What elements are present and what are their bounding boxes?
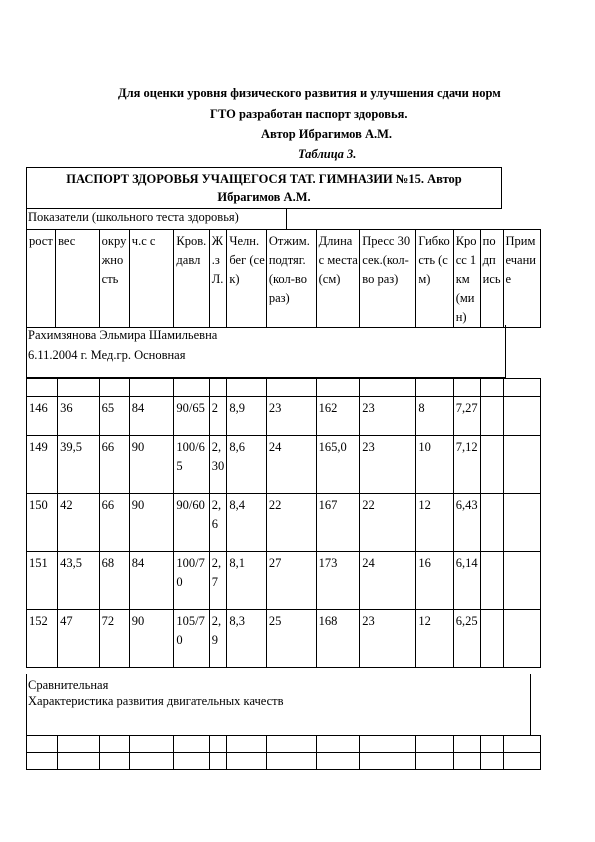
table-cell: 23 [360, 397, 416, 436]
passport-title-line-1: ПАСПОРТ ЗДОРОВЬЯ УЧАЩЕГОСЯ ТАТ. ГИМНАЗИИ №15. Автор [66, 172, 462, 186]
column-header: рост [27, 230, 56, 328]
table-cell [266, 736, 316, 753]
table-cell [480, 610, 503, 668]
student-info: 6.11.2004 г. Мед.гр. Основная [28, 348, 186, 362]
table-cell: 8,4 [227, 494, 266, 552]
table-cell [174, 753, 209, 770]
intro-line-2: ГТО разработан паспорт здоровья. [210, 107, 408, 121]
table-cell [209, 379, 227, 397]
table-cell: 84 [129, 397, 174, 436]
table-cell: 162 [316, 397, 360, 436]
table-cell: 151 [27, 552, 58, 610]
table-cell: 66 [99, 436, 129, 494]
table-cell: 68 [99, 552, 129, 610]
table-cell [129, 379, 174, 397]
table-cell: 6,25 [453, 610, 480, 668]
table-cell: 47 [58, 610, 100, 668]
table-cell [480, 753, 503, 770]
table-cell [99, 379, 129, 397]
table-cell [316, 753, 360, 770]
table-cell [174, 736, 209, 753]
column-header: Пресс 30 сек.(кол-во раз) [360, 230, 416, 328]
table-cell [227, 736, 266, 753]
table-cell: 24 [360, 552, 416, 610]
table-cell [503, 397, 540, 436]
table-cell: 36 [58, 397, 100, 436]
table-cell [174, 379, 209, 397]
table-cell: 2,6 [209, 494, 227, 552]
student-name: Рахимзянова Эльмира Шамильевна [28, 328, 218, 342]
table-row [27, 379, 541, 397]
table-cell: 66 [99, 494, 129, 552]
table-cell [58, 379, 100, 397]
comparative-table [26, 735, 541, 770]
table-cell: 167 [316, 494, 360, 552]
table-row [27, 397, 541, 436]
table-cell: 90 [129, 610, 174, 668]
column-header: Примечание [503, 230, 540, 328]
passport-title [26, 167, 502, 209]
table-cell [209, 753, 227, 770]
table-cell [453, 379, 480, 397]
table-cell: 146 [27, 397, 58, 436]
table-cell: 173 [316, 552, 360, 610]
table-cell: 6,43 [453, 494, 480, 552]
table-row [27, 610, 541, 668]
table-cell: 8 [416, 397, 453, 436]
table-cell: 150 [27, 494, 58, 552]
table-cell [480, 552, 503, 610]
table-caption: Таблица 3. [298, 147, 357, 161]
column-header: Гибкость (см) [416, 230, 453, 328]
column-header: Ж.з Л. [209, 230, 227, 328]
table-cell: 2 [209, 397, 227, 436]
table-cell: 2,7 [209, 552, 227, 610]
table-cell [129, 753, 174, 770]
table-cell: 105/70 [174, 610, 209, 668]
table-row [27, 753, 541, 770]
table-cell: 90/60 [174, 494, 209, 552]
table-cell [27, 379, 58, 397]
table-cell [27, 753, 58, 770]
table-cell [99, 736, 129, 753]
table-cell: 22 [360, 494, 416, 552]
table-cell: 42 [58, 494, 100, 552]
column-header: Челн.бег (сек) [227, 230, 266, 328]
table-cell: 100/70 [174, 552, 209, 610]
table-cell [360, 753, 416, 770]
table-cell: 7,27 [453, 397, 480, 436]
table-cell [360, 379, 416, 397]
column-header: Длина с места (см) [316, 230, 360, 328]
table-cell [503, 736, 540, 753]
column-header-row [27, 230, 541, 328]
table-cell: 100/65 [174, 436, 209, 494]
table-cell [360, 736, 416, 753]
table-cell: 8,9 [227, 397, 266, 436]
column-header: окружность [99, 230, 129, 328]
table-cell [480, 736, 503, 753]
column-header: Кров. давл [174, 230, 209, 328]
table-cell [480, 397, 503, 436]
passport-title-line-2: Ибрагимов А.М. [217, 190, 311, 204]
table-cell [453, 753, 480, 770]
comparative-line-1: Сравнительная [28, 678, 109, 692]
measurements-table [26, 378, 541, 668]
table-cell [503, 552, 540, 610]
table-cell: 8,3 [227, 610, 266, 668]
indicators-label: Показатели (школьного теста здоровья) [28, 210, 239, 224]
table-cell [99, 753, 129, 770]
table-cell [266, 379, 316, 397]
table-row [27, 552, 541, 610]
table-cell: 8,1 [227, 552, 266, 610]
table-cell [416, 736, 453, 753]
column-header: Отжим.подтяг. (кол-во раз) [266, 230, 316, 328]
table-cell: 168 [316, 610, 360, 668]
table-cell: 152 [27, 610, 58, 668]
table-cell [209, 736, 227, 753]
table-cell: 2,30 [209, 436, 227, 494]
table-cell [480, 494, 503, 552]
intro-author: Автор Ибрагимов А.М. [261, 127, 393, 141]
table-cell [503, 610, 540, 668]
table-cell: 84 [129, 552, 174, 610]
table-cell [480, 436, 503, 494]
intro-line-1: Для оценки уровня физического развития и улучшения сдачи норм [118, 86, 501, 100]
table-cell: 165,0 [316, 436, 360, 494]
table-cell: 23 [360, 610, 416, 668]
table-cell: 10 [416, 436, 453, 494]
table-row [27, 494, 541, 552]
table-cell: 90 [129, 436, 174, 494]
table-cell [316, 736, 360, 753]
table-cell: 12 [416, 494, 453, 552]
table-cell [227, 753, 266, 770]
table-cell [227, 379, 266, 397]
health-passport-table [26, 229, 541, 328]
table-cell [453, 736, 480, 753]
table-row [27, 436, 541, 494]
table-cell [503, 494, 540, 552]
column-header: ч.с с [129, 230, 174, 328]
table-cell: 72 [99, 610, 129, 668]
table-cell: 149 [27, 436, 58, 494]
table-cell: 90 [129, 494, 174, 552]
table-cell: 2,9 [209, 610, 227, 668]
table-cell: 39,5 [58, 436, 100, 494]
table-cell: 23 [266, 397, 316, 436]
table-cell: 25 [266, 610, 316, 668]
column-header: по дпись [480, 230, 503, 328]
table-cell: 90/65 [174, 397, 209, 436]
table-cell: 65 [99, 397, 129, 436]
table-row [27, 736, 541, 753]
table-cell [416, 753, 453, 770]
table-cell [266, 753, 316, 770]
column-header: Кросс 1 км (мин) [453, 230, 480, 328]
table-cell: 16 [416, 552, 453, 610]
table-cell: 12 [416, 610, 453, 668]
table-cell [503, 436, 540, 494]
table-cell [503, 379, 540, 397]
table-cell: 7,12 [453, 436, 480, 494]
table-cell [416, 379, 453, 397]
table-cell: 43,5 [58, 552, 100, 610]
table-cell [480, 379, 503, 397]
table-cell [316, 379, 360, 397]
table-cell: 27 [266, 552, 316, 610]
table-cell: 22 [266, 494, 316, 552]
table-cell: 24 [266, 436, 316, 494]
column-header: вес [56, 230, 100, 328]
table-cell [129, 736, 174, 753]
table-cell [58, 736, 100, 753]
table-cell [503, 753, 540, 770]
table-cell: 8,6 [227, 436, 266, 494]
comparative-line-2: Характеристика развития двигательных качеств [28, 694, 284, 708]
table-cell [27, 736, 58, 753]
table-cell [58, 753, 100, 770]
table-cell: 23 [360, 436, 416, 494]
table-cell: 6,14 [453, 552, 480, 610]
